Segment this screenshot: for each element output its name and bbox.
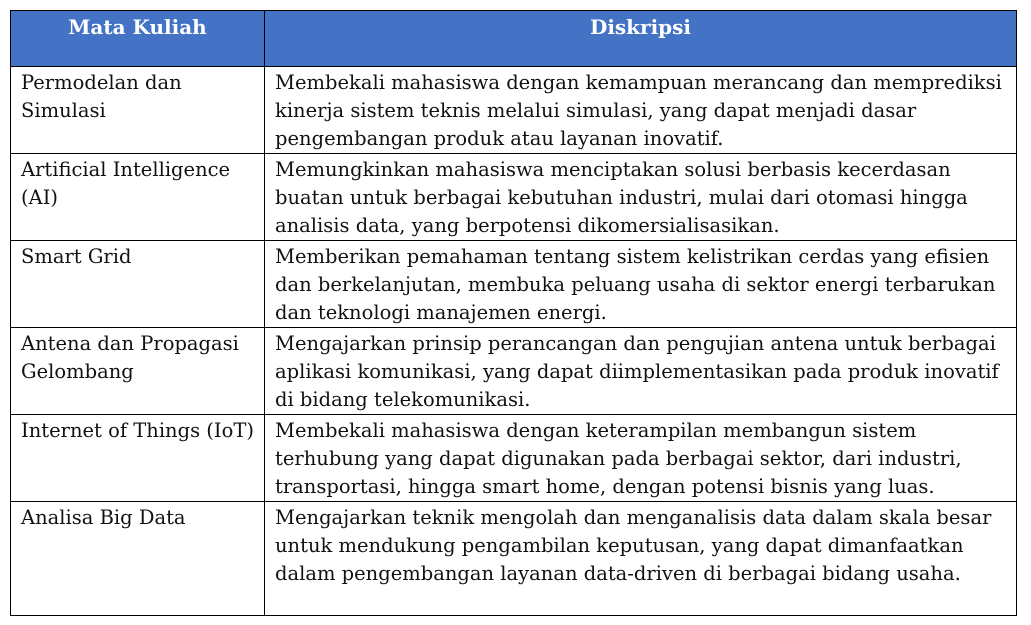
table-row bbox=[11, 154, 1017, 241]
table-row bbox=[11, 328, 1017, 415]
description-cell: Membekali mahasiswa dengan keterampilan membangun sistem terhubung yang dapat digunakan pada berbagai sektor, dari industri, transportasi, hingga smart home, dengan potensi bisnis yang luas. bbox=[265, 415, 1017, 502]
course-cell: Internet of Things (IoT) bbox=[11, 415, 265, 502]
table-row bbox=[11, 502, 1017, 616]
course-cell: Artificial Intelligence (AI) bbox=[11, 154, 265, 241]
table-row bbox=[11, 67, 1017, 154]
description-cell: Memungkinkan mahasiswa menciptakan solusi berbasis kecerdasan buatan untuk berbagai kebutuhan industri, mulai dari otomasi hingga analisis data, yang berpotensi dikomersialisasikan. bbox=[265, 154, 1017, 241]
table-row bbox=[11, 415, 1017, 502]
description-cell: Memberikan pemahaman tentang sistem kelistrikan cerdas yang efisien dan berkelanjutan, membuka peluang usaha di sektor energi terbarukan dan teknologi manajemen energi. bbox=[265, 241, 1017, 328]
course-cell: Antena dan Propagasi Gelombang bbox=[11, 328, 265, 415]
description-cell: Mengajarkan teknik mengolah dan menganalisis data dalam skala besar untuk mendukung pengambilan keputusan, yang dapat dimanfaatkan dalam pengembangan layanan data-driven di berbagai bidang usaha. bbox=[265, 502, 1017, 616]
header-course: Mata Kuliah bbox=[11, 11, 265, 67]
header-description: Diskripsi bbox=[265, 11, 1017, 67]
header-row bbox=[11, 11, 1017, 67]
description-cell: Membekali mahasiswa dengan kemampuan merancang dan memprediksi kinerja sistem teknis melalui simulasi, yang dapat menjadi dasar pengembangan produk atau layanan inovatif. bbox=[265, 67, 1017, 154]
course-cell: Smart Grid bbox=[11, 241, 265, 328]
table-row bbox=[11, 241, 1017, 328]
course-table bbox=[10, 10, 1017, 616]
course-cell: Analisa Big Data bbox=[11, 502, 265, 616]
course-cell: Permodelan dan Simulasi bbox=[11, 67, 265, 154]
description-cell: Mengajarkan prinsip perancangan dan pengujian antena untuk berbagai aplikasi komunikasi, yang dapat diimplementasikan pada produk inovatif di bidang telekomunikasi. bbox=[265, 328, 1017, 415]
